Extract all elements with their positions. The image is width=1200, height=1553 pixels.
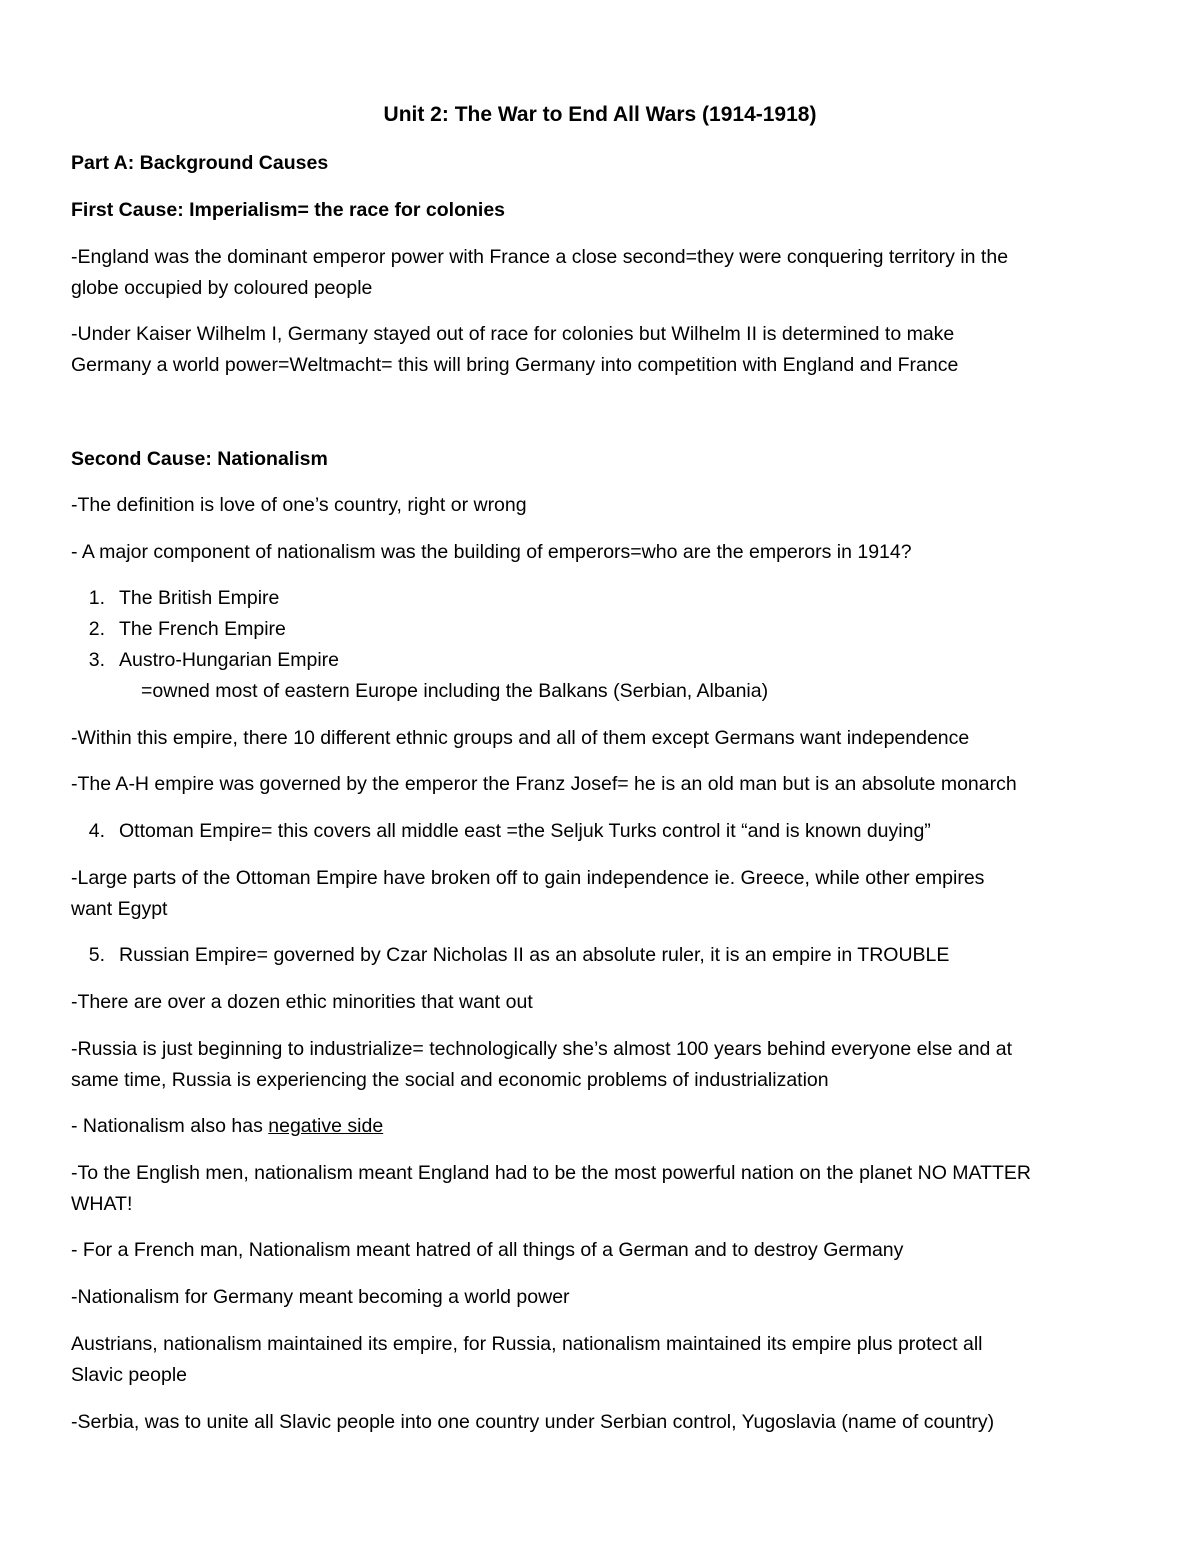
list-item — [71, 818, 931, 844]
paragraph-line: -Within this empire, there 10 different ethnic groups and all of them except Germans want independence — [71, 727, 970, 749]
negative-prefix: - Nationalism also has — [71, 1115, 269, 1137]
paragraph-line: Slavic people — [71, 1364, 187, 1386]
list-number: 2. — [88, 618, 105, 640]
list-text: Austro-Hungarian Empire — [119, 649, 340, 671]
paragraph-line: want Egypt — [71, 898, 168, 920]
list-number: 5. — [88, 944, 105, 966]
list-continuation: =owned most of eastern Europe including the Balkans (Serbian, Albania) — [141, 680, 769, 702]
second-cause-heading: Second Cause: Nationalism — [71, 448, 328, 470]
negative-side-underlined: negative side — [268, 1115, 384, 1137]
paragraph-line: - A major component of nationalism was the building of emperors=who are the emperors in 1914? — [71, 541, 912, 563]
paragraph-line: -Under Kaiser Wilhelm I, Germany stayed out of race for colonies but Wilhelm II is determined to make — [71, 323, 955, 345]
paragraph-line: -Russia is just beginning to industrialize= technologically she’s almost 100 years behind everyone else and at — [71, 1038, 1013, 1060]
list-text: Ottoman Empire= this covers all middle east =the Seljuk Turks control it “and is known duying” — [119, 820, 931, 842]
paragraph-line: -Large parts of the Ottoman Empire have broken off to gain independence ie. Greece, while other empires — [71, 867, 985, 889]
list-number: 4. — [88, 820, 105, 842]
first-cause-heading: First Cause: Imperialism= the race for colonies — [71, 199, 506, 221]
paragraph-line: -To the English men, nationalism meant England had to be the most powerful nation on the planet NO MATTER — [71, 1162, 1031, 1184]
document-title: Unit 2: The War to End All Wars (1914-1918) — [383, 103, 817, 126]
list-text: The British Empire — [119, 587, 280, 609]
paragraph-line — [71, 1113, 383, 1139]
paragraph-line: Austrians, nationalism maintained its empire, for Russia, nationalism maintained its empire plus protect all — [71, 1333, 983, 1355]
paragraph-line: - For a French man, Nationalism meant hatred of all things of a German and to destroy Germany — [71, 1239, 904, 1261]
paragraph-line: -Serbia, was to unite all Slavic people into one country under Serbian control, Yugoslavia (name of country) — [71, 1411, 995, 1433]
part-heading: Part A: Background Causes — [71, 152, 329, 174]
list-item — [71, 942, 949, 968]
list-text: Russian Empire= governed by Czar Nicholas II as an absolute ruler, it is an empire in TROUBLE — [119, 944, 950, 966]
paragraph-line: -England was the dominant emperor power with France a close second=they were conquering territory in the — [71, 246, 1009, 268]
list-number: 3. — [88, 649, 105, 671]
list-item — [71, 585, 279, 611]
paragraph-line: same time, Russia is experiencing the social and economic problems of industrialization — [71, 1069, 829, 1091]
paragraph-line: WHAT! — [71, 1193, 133, 1215]
paragraph-line: -The A-H empire was governed by the emperor the Franz Josef= he is an old man but is an absolute monarch — [71, 773, 1017, 795]
paragraph-line: Germany a world power=Weltmacht= this will bring Germany into competition with England and France — [71, 354, 959, 376]
list-item — [71, 616, 286, 642]
paragraph-line: globe occupied by coloured people — [71, 277, 373, 299]
list-item — [71, 647, 339, 673]
list-number: 1. — [88, 587, 105, 609]
paragraph-line: -Nationalism for Germany meant becoming a world power — [71, 1286, 570, 1308]
paragraph-line: -The definition is love of one’s country, right or wrong — [71, 494, 527, 516]
list-text: The French Empire — [119, 618, 286, 640]
paragraph-line: -There are over a dozen ethic minorities that want out — [71, 991, 533, 1013]
